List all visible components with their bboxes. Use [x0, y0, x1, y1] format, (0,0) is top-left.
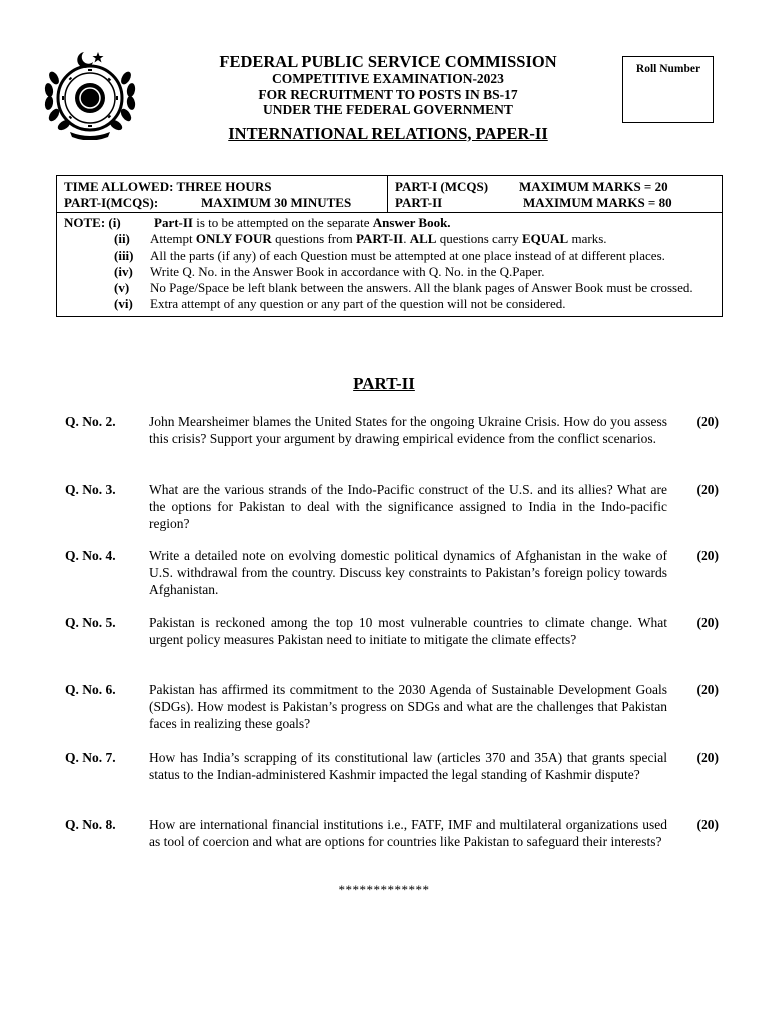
note-i — [64, 215, 715, 231]
roll-number-box[interactable] — [622, 56, 714, 123]
question-text: Pakistan has affirmed its commitment to the 2030 Agenda of Sustainable Development Goals (SDGs). How modest is Pakistan’s progress on SDGs and what are the challenges that Pakistan faces in realizing these goals? — [149, 682, 667, 731]
part1-time-row — [64, 195, 387, 211]
question-number: Q. No. 8. — [65, 817, 116, 832]
government-line: UNDER THE FEDERAL GOVERNMENT — [263, 102, 513, 117]
note-vi — [64, 296, 715, 312]
note-iii-number: (iii) — [114, 247, 134, 263]
question-marks: (20) — [696, 548, 719, 563]
question-number: Q. No. 7. — [65, 750, 116, 765]
note-iii-text: All the parts (if any) of each Question must be attempted at one place instead of at different places. — [150, 247, 665, 263]
note-vi-text: Extra attempt of any question or any part of the question will not be considered. — [150, 296, 566, 312]
note-v — [64, 280, 715, 296]
note-v-number: (v) — [114, 280, 130, 296]
question-text: John Mearsheimer blames the United States for the ongoing Ukraine Crisis. How do you assess this crisis? Support your argument by drawing empirical evidence from the conflict scenarios. — [149, 414, 667, 446]
question-text: Pakistan is reckoned among the top 10 most vulnerable countries to climate change. What urgent policy measures Pakistan need to initiate to mitigate the climate effects? — [149, 615, 667, 647]
part-title: PART-II — [353, 374, 415, 393]
note-i-text: Part-II is to be attempted on the separate Answer Book. — [154, 215, 451, 230]
time-allowed: TIME ALLOWED: THREE HOURS — [64, 179, 272, 194]
part2-marks-row — [395, 195, 722, 211]
roll-number-label: Roll Number — [635, 63, 701, 75]
marks-cell — [388, 176, 722, 212]
question-marks: (20) — [696, 482, 719, 497]
note-iv-text: Write Q. No. in the Answer Book in accordance with Q. No. in the Q.Paper. — [150, 263, 545, 279]
question-text: Write a detailed note on evolving domestic political dynamics of Afghanistan in the wake of U.S. withdrawal from the country. Discuss key constraints to Pakistan’s foreign policy towards Afghanistan. — [149, 548, 667, 597]
part1-marks-value: MAXIMUM MARKS = 20 — [519, 179, 668, 194]
question-number: Q. No. 5. — [65, 615, 116, 630]
time-cell — [57, 176, 388, 212]
question-number: Q. No. 6. — [65, 682, 116, 697]
note-v-text: No Page/Space be left blank between the answers. All the blank pages of Answer Book must be crossed. — [150, 280, 693, 296]
part1-time-label: PART-I(MCQS): — [64, 195, 159, 210]
question-number: Q. No. 3. — [65, 482, 116, 497]
question-text: How are international financial institutions i.e., FATF, IMF and multilateral organizations used as tool of coercion and what are options for countries like Pakistan to safeguard their interests? — [149, 817, 667, 849]
part2-marks-label: PART-II — [395, 195, 443, 210]
part1-marks-label: PART-I (MCQS) — [395, 179, 489, 194]
note-vi-number: (vi) — [114, 296, 133, 312]
notes-section — [57, 213, 722, 316]
question-marks: (20) — [696, 615, 719, 630]
time-marks-row — [57, 176, 722, 213]
question-marks: (20) — [696, 817, 719, 832]
part1-time-value: MAXIMUM 30 MINUTES — [201, 195, 352, 210]
note-i-number: NOTE: (i) — [64, 215, 121, 230]
question-number: Q. No. 4. — [65, 548, 116, 563]
end-of-paper-stars: ************* — [338, 882, 430, 897]
exam-info-table — [56, 175, 723, 317]
part1-marks-row — [395, 179, 722, 195]
paper-title: INTERNATIONAL RELATIONS, PAPER-II — [228, 123, 548, 143]
question-text: How has India’s scrapping of its constitutional law (articles 370 and 35A) that grants special status to the Indian-administered Kashmir impacted the legal standing of Kashmir dispute? — [149, 750, 667, 782]
question-marks: (20) — [696, 682, 719, 697]
part2-marks-value: MAXIMUM MARKS = 80 — [523, 195, 672, 210]
note-iv-number: (iv) — [114, 263, 133, 279]
question-text: What are the various strands of the Indo-Pacific construct of the U.S. and its allies? What are the options for Pakistan to deal with the significance assigned to India in the Indo-pacific region? — [149, 482, 667, 531]
question-marks: (20) — [696, 750, 719, 765]
exam-title: COMPETITIVE EXAMINATION-2023 — [272, 71, 504, 86]
note-ii — [64, 231, 715, 247]
note-ii-number: (ii) — [114, 231, 130, 247]
note-iv — [64, 264, 715, 280]
exam-header — [150, 52, 626, 144]
commission-title: FEDERAL PUBLIC SERVICE COMMISSION — [219, 52, 557, 71]
recruitment-line: FOR RECRUITMENT TO POSTS IN BS-17 — [258, 86, 518, 102]
question-marks: (20) — [696, 414, 719, 429]
note-ii-text: Attempt ONLY FOUR questions from PART-II. ALL questions carry EQUAL marks. — [150, 231, 607, 247]
question-number: Q. No. 2. — [65, 414, 116, 429]
note-iii — [64, 248, 715, 264]
fpsc-seal-icon — [40, 48, 140, 140]
